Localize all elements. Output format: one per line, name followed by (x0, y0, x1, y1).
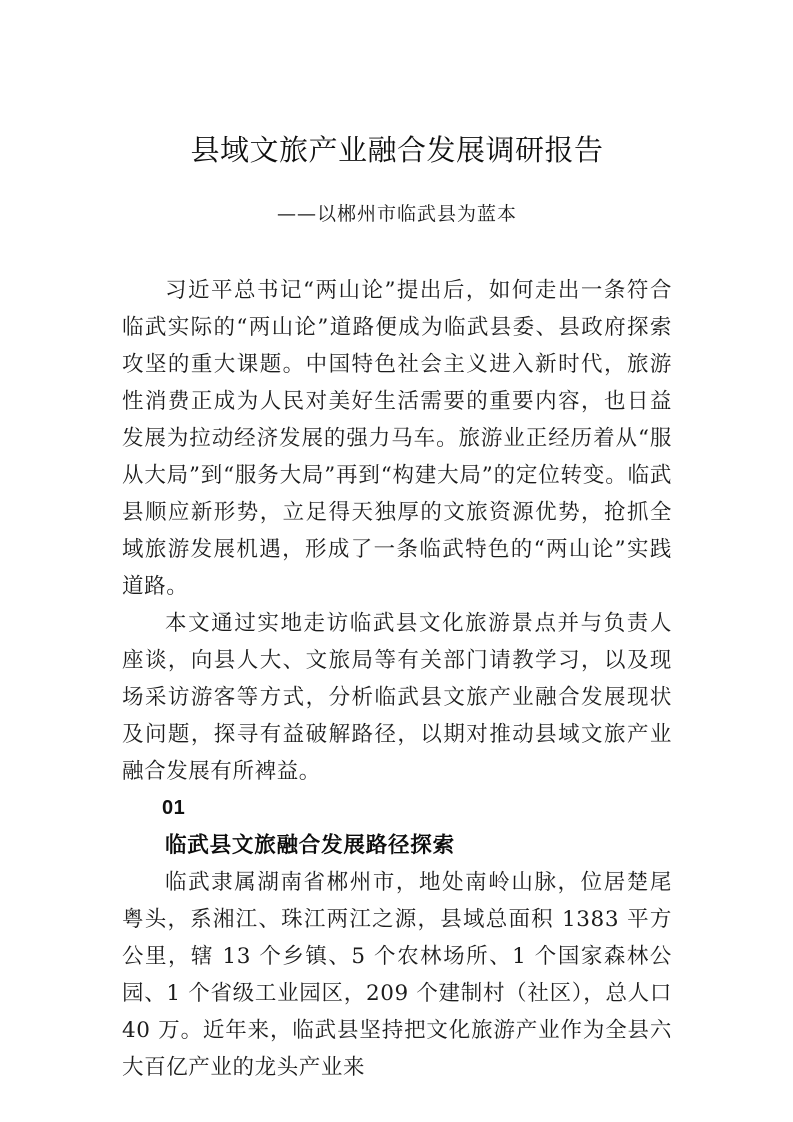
section-paragraph: 临武隶属湖南省郴州市，地处南岭山脉，位居楚尾粤头，系湘江、珠江两江之源，县域总面积 1383 平方公里，辖 13 个乡镇、5 个农林场所、1 个国家森林公园、1 个省级工业园区，209 个建制村（社区），总人口 40 万。近年来，临武县坚持把文化旅游产业作为全县六大百亿产业的龙头产业来 (122, 870, 672, 1080)
body-paragraph: 习近平总书记“两山论”提出后，如何走出一条符合临武实际的“两山论”道路便成为临武县委、县政府探索攻坚的重大课题。中国特色社会主义进入新时代，旅游性消费正成为人民对美好生活需要的重要内容，也日益发展为拉动经济发展的强力马车。旅游业正经历着从“服从大局”到“服务大局”再到“构建大局”的定位转变。临武县顺应新形势，立足得天独厚的文旅资源优势，抢抓全域旅游发展机遇，形成了一条临武特色的“两山论”实践道路。 (122, 278, 672, 599)
section-heading: 临武县文旅融合发展路径探索 (165, 833, 455, 858)
page-title: 县域文旅产业融合发展调研报告 (190, 133, 604, 167)
body-paragraph: 本文通过实地走访临武县文化旅游景点并与负责人座谈，向县人大、文旅局等有关部门请教学习，以及现场采访游客等方式，分析临武县文旅产业融合发展现状及问题，探寻有益破解路径，以期对推动县域文旅产业融合发展有所裨益。 (122, 611, 672, 784)
page-subtitle: ——以郴州市临武县为蓝本 (276, 203, 517, 225)
section-number: 01 (162, 797, 186, 819)
body-text-block (122, 272, 672, 1086)
